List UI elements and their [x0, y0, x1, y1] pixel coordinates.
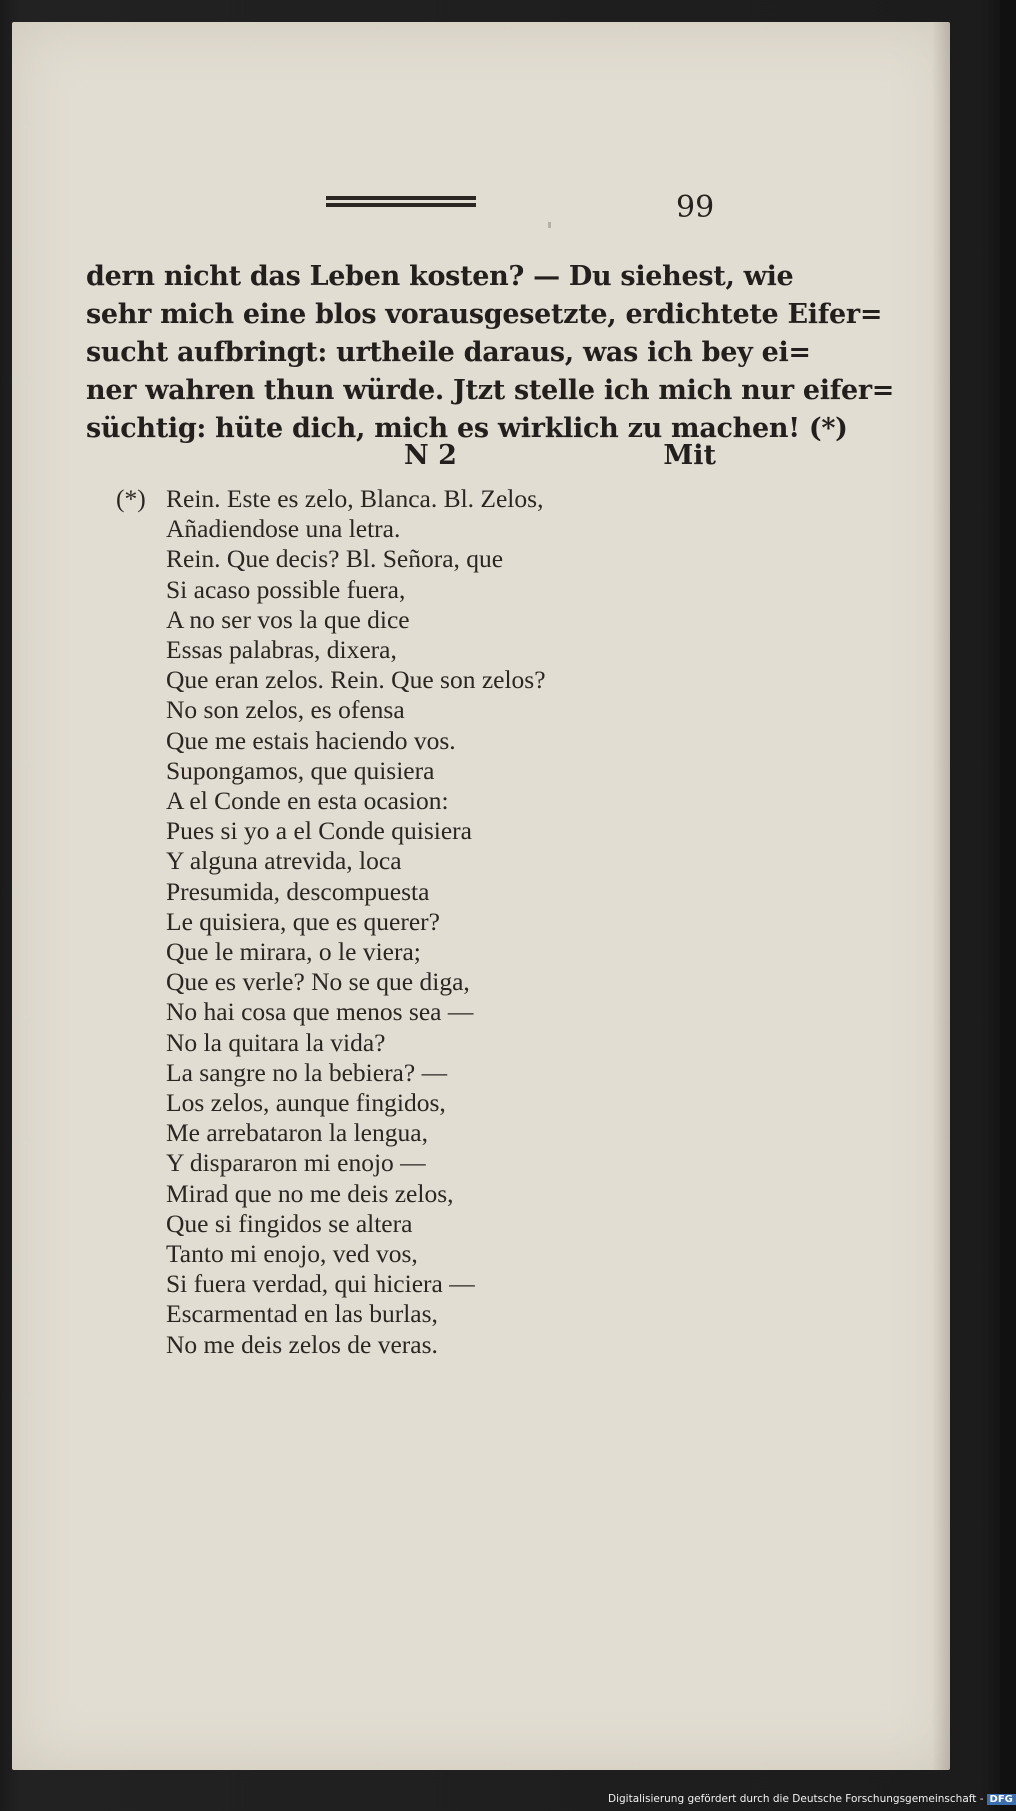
rule-line: [326, 203, 476, 207]
footnote-line: No me deis zelos de veras.: [166, 1329, 438, 1359]
main-text-line: sucht aufbringt: urtheile daraus, was ich bey ei=: [86, 337, 811, 368]
footnote-line: Le quisiera, que es querer?: [166, 906, 440, 936]
footnote-line: Rein. Que decis? Bl. Señora, que: [166, 544, 504, 574]
main-text-line: ner wahren thun würde. Jtzt stelle ich mich nur eifer=: [86, 375, 895, 406]
footnote-line: Que me estais haciendo vos.: [166, 725, 456, 755]
footnote-line: No la quitara la vida?: [166, 1027, 386, 1057]
signature-row: [86, 440, 716, 480]
footnote-line: Si fuera verdad, qui hiciera —: [166, 1269, 475, 1299]
footnote-line: No hai cosa que menos sea —: [166, 997, 474, 1027]
main-text-block: [86, 258, 895, 448]
footnote-line: No son zelos, es ofensa: [166, 695, 405, 725]
footnote-line: Rein. Este es zelo, Blanca. Bl. Zelos,: [166, 484, 544, 513]
main-text-line: süchtig: hüte dich, mich es wirklich zu machen! (*): [86, 413, 848, 444]
page-edge-shadow: [932, 22, 950, 1770]
footnote-line: Que si fingidos se altera: [166, 1208, 413, 1238]
main-text-line: dern nicht das Leben kosten? — Du siehest, wie: [86, 261, 794, 292]
credit-text: Digitalisierung gefördert durch die Deutsche Forschungsgemeinschaft -: [608, 1793, 984, 1805]
footnote-line: La sangre no la bebiera? —: [166, 1057, 448, 1087]
footnote-line: Mirad que no me deis zelos,: [166, 1178, 454, 1208]
footnote-line: Que le mirara, o le viera;: [166, 937, 421, 967]
dfg-logo: DFG: [987, 1794, 1016, 1805]
signature-mark: N 2: [404, 440, 457, 471]
footnote-line: Que es verle? No se que diga,: [166, 967, 470, 997]
header-double-rule: [326, 196, 476, 208]
footnote-line: Presumida, descompuesta: [166, 876, 430, 906]
footnote-line: Supongamos, que quisiera: [166, 755, 435, 785]
footnote-line: Tanto mi enojo, ved vos,: [166, 1239, 418, 1269]
digitization-credit: [608, 1793, 1013, 1811]
footnote-marker: (*): [116, 484, 146, 513]
footnote-line: A no ser vos la que dice: [166, 604, 410, 634]
footnote-line: Y dispararon mi enojo —: [166, 1148, 426, 1178]
footnote-verse: [166, 484, 726, 1360]
footnote-line: Escarmentad en las burlas,: [166, 1299, 438, 1329]
footnote-line: Añadiendose una letra.: [166, 514, 401, 544]
rule-line: [326, 196, 476, 200]
catchword: Mit: [663, 440, 716, 471]
footnote-line: A el Conde en esta ocasion:: [166, 786, 449, 816]
page-number: 99: [676, 190, 715, 225]
footnote-line: Pues si yo a el Conde quisiera: [166, 816, 472, 846]
footnote-line: Essas palabras, dixera,: [166, 635, 397, 665]
footnote-line: Los zelos, aunque fingidos,: [166, 1088, 446, 1118]
footnote-line: Si acaso possible fuera,: [166, 574, 406, 604]
main-text-line: sehr mich eine blos vorausgesetzte, erdichtete Eifer=: [86, 299, 883, 330]
paper-speck: [548, 222, 551, 228]
footnote-line: Me arrebataron la lengua,: [166, 1118, 428, 1148]
footnote-line: Que eran zelos. Rein. Que son zelos?: [166, 665, 546, 695]
footnote-line: Y alguna atrevida, loca: [166, 846, 402, 876]
